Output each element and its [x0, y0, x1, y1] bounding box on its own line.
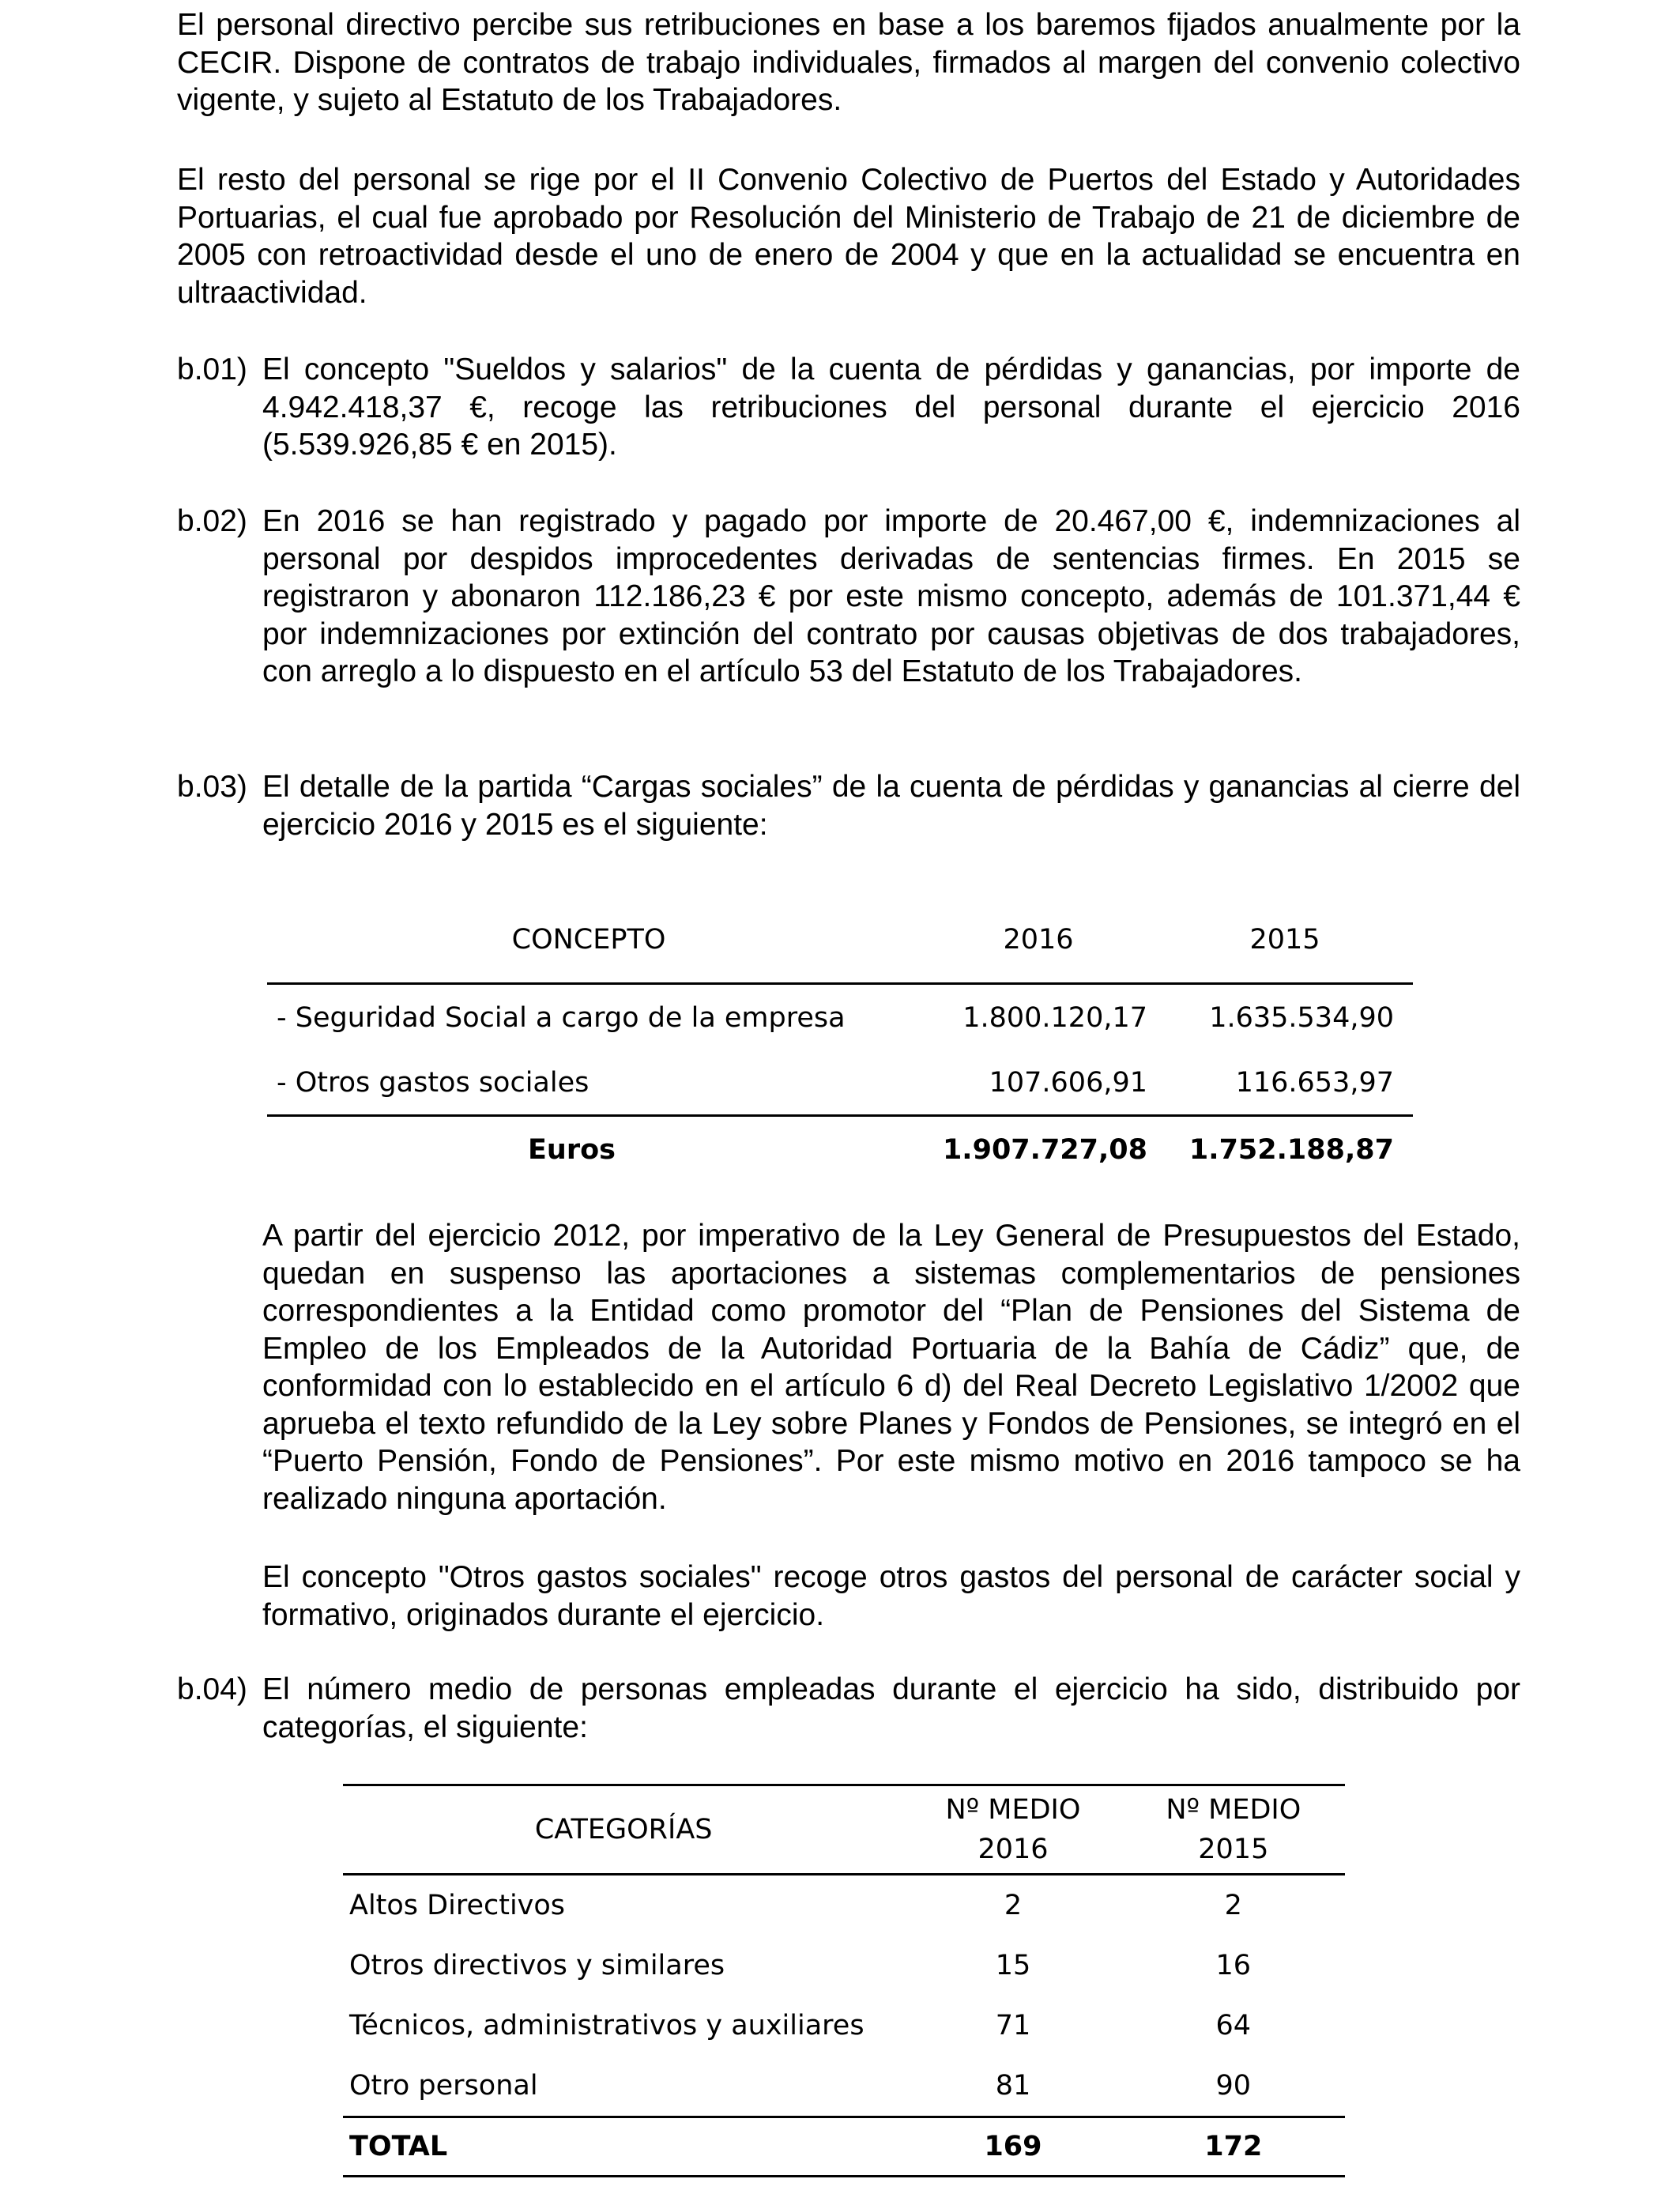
column-header-2016: [904, 1785, 1121, 1875]
table-row: [267, 984, 1413, 1052]
table-row: [343, 1996, 1345, 2056]
table-total-row: [267, 1116, 1413, 1184]
table-row: [343, 1936, 1345, 1996]
cell-2015: 90: [1215, 2070, 1252, 2102]
item-text: El concepto "Sueldos y salarios" de la cuenta de pérdidas y ganancias, por importe de 4.942.418,37 €, recoge las retribuciones del personal durante el ejercicio 2016 (5.539.926,85 € en 2015).: [262, 352, 1520, 462]
cell-total-2015: 172: [1204, 2131, 1263, 2162]
empleados-table: [343, 1784, 1345, 2177]
cell-2016: 71: [995, 2010, 1031, 2041]
column-header-2015: 2015: [1249, 924, 1320, 956]
cell-categoria: Otros directivos y similares: [349, 1950, 725, 1981]
cell-2016: 81: [995, 2070, 1031, 2102]
item-b02: [177, 503, 1520, 691]
item-text: El número medio de personas empleadas durante el ejercicio ha sido, distribuido por categorías, el siguiente:: [262, 1672, 1520, 1744]
item-text: El detalle de la partida “Cargas sociales” de la cuenta de pérdidas y ganancias al cierre del ejercicio 2016 y 2015 es el siguiente:: [262, 770, 1520, 842]
item-label: b.01): [177, 352, 247, 386]
table-header-row: [267, 913, 1413, 984]
item-label: b.02): [177, 504, 247, 538]
cell-total-2016: 169: [984, 2131, 1042, 2162]
cell-2015: 1.635.534,90: [1209, 1002, 1394, 1034]
cell-categoria: Técnicos, administrativos y auxiliares: [349, 2010, 864, 2041]
cell-categoria: Otro personal: [349, 2070, 538, 2102]
column-header-categorias: CATEGORÍAS: [534, 1814, 713, 1845]
cell-concepto: - Otros gastos sociales: [267, 1051, 920, 1116]
cell-total-label: Euros: [528, 1134, 616, 1166]
cargas-sociales-table: [267, 913, 1413, 1183]
paragraph-otros-gastos: El concepto "Otros gastos sociales" recoge otros gastos del personal de carácter social y formativo, originados durante el ejercicio.: [262, 1560, 1520, 1632]
table-row: [343, 1875, 1345, 1936]
table-header-row: [343, 1785, 1345, 1875]
paragraph-convenio-colectivo: El resto del personal se rige por el II Convenio Colectivo de Puertos del Estado y Autoridades Portuarias, el cual fue aprobado por Resolución del Ministerio de Trabajo de 21 de diciembre de 2005 con retroactividad desde el uno de enero de 2004 y que en la actualidad se encuentra en ultraactividad.: [177, 163, 1520, 310]
paragraph-plan-pensiones: A partir del ejercicio 2012, por imperativo de la Ley General de Presupuestos del Estado, quedan en suspenso las aportaciones a sistemas complementarios de pensiones correspondientes a la Entidad como promotor del “Plan de Pensiones del Sistema de Empleo de los Empleados de la Autoridad Portuaria de la Bahía de Cádiz” que, de conformidad con lo establecido en el artículo 6 d) del Real Decreto Legislativo 1/2002 que aprueba el texto refundido de la Ley sobre Planes y Fondos de Pensiones, se integró en el “Puerto Pensión, Fondo de Pensiones”. Por este mismo motivo en 2016 tampoco se ha realizado ninguna aportación.: [262, 1219, 1520, 1516]
header-line: Nº MEDIO: [1166, 1794, 1301, 1826]
paragraph-personal-directivo: El personal directivo percibe sus retribuciones en base a los baremos fijados anualmente por la CECIR. Dispone de contratos de trabajo individuales, firmados al margen del convenio colectivo vigente, y sujeto al Estatuto de los Trabajadores.: [177, 8, 1520, 117]
item-b04: [177, 1671, 1520, 1746]
column-header-concepto: CONCEPTO: [511, 924, 666, 956]
column-header-2016: 2016: [1003, 924, 1074, 956]
cell-concepto: - Seguridad Social a cargo de la empresa: [277, 1002, 846, 1034]
item-b03: [177, 768, 1520, 843]
cell-2016: 2: [1004, 1890, 1023, 1921]
cell-2015: 64: [1215, 2010, 1252, 2041]
item-label: b.03): [177, 770, 247, 804]
cell-2016: 15: [995, 1950, 1031, 1981]
cell-total-label: TOTAL: [349, 2131, 448, 2162]
header-line: 2016: [977, 1834, 1049, 1865]
cell-total-2015: 1.752.188,87: [1188, 1134, 1394, 1166]
cell-categoria: Altos Directivos: [349, 1890, 566, 1921]
cell-2016: 107.606,91: [920, 1051, 1166, 1116]
header-line: Nº MEDIO: [945, 1794, 1081, 1826]
item-b01: [177, 351, 1520, 464]
cell-2015: 2: [1224, 1890, 1242, 1921]
table-row: [343, 2056, 1345, 2117]
cell-2015: 116.653,97: [1166, 1051, 1413, 1116]
table-total-row: [343, 2117, 1345, 2177]
cell-2015: 16: [1215, 1950, 1252, 1981]
cell-total-2016: 1.907.727,08: [942, 1134, 1148, 1166]
cell-2016: 1.800.120,17: [962, 1002, 1148, 1034]
table-row: [267, 1051, 1413, 1116]
item-text: En 2016 se han registrado y pagado por importe de 20.467,00 €, indemnizaciones al personal por despidos improcedentes derivadas de sentencias firmes. En 2015 se registraron y abonaron 112.186,23 € por este mismo concepto, además de 101.371,44 € por indemnizaciones por extinción del contrato por causas objetivas de dos trabajadores, con arreglo a lo dispuesto en el artículo 53 del Estatuto de los Trabajadores.: [262, 504, 1520, 688]
column-header-2015: [1122, 1785, 1345, 1875]
header-line: 2015: [1198, 1834, 1269, 1865]
item-label: b.04): [177, 1672, 247, 1706]
